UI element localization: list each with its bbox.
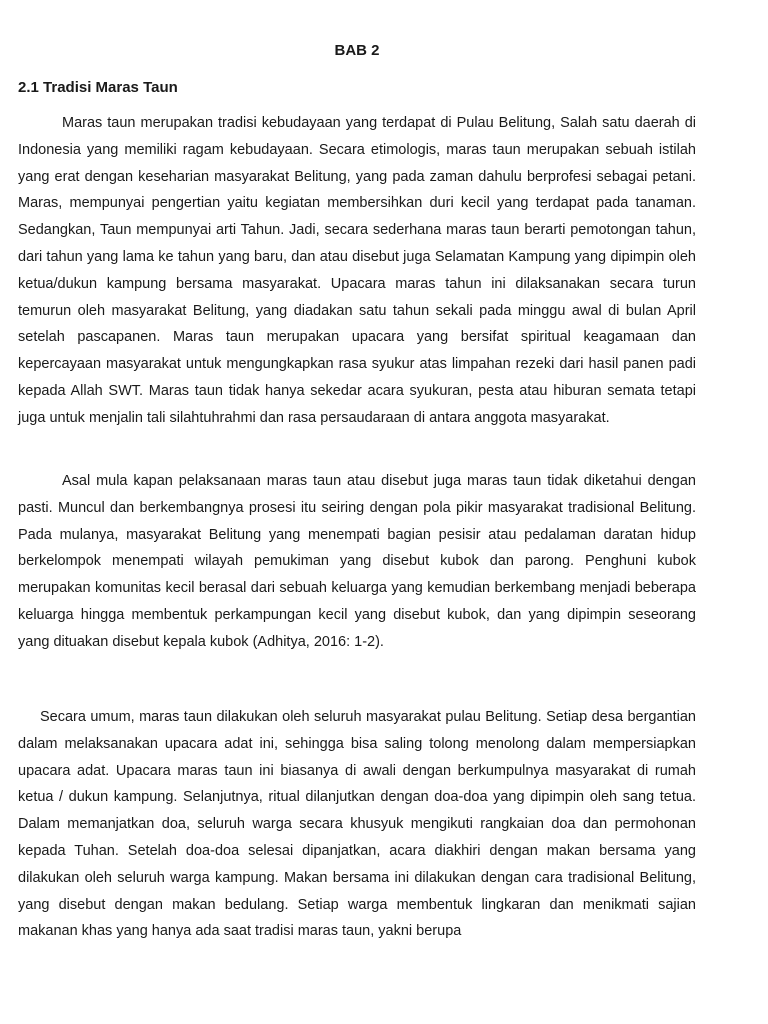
chapter-title: BAB 2 <box>334 42 380 59</box>
paragraph-2: Asal mula kapan pelaksanaan maras taun atau disebut juga maras taun tidak diketahui dengan pasti. Muncul dan berkembangnya prosesi itu seiring dengan pola pikir masyarakat tradisional Belitung. Pada mulanya, masyarakat Belitung yang menempati bagian pesisir atau pedalaman daratan hidup berkelompok menempati wilayah pemukiman yang disebut kubok dan parong. Penghuni kubok merupakan komunitas kecil berasal dari sebuah keluarga yang kemudian berkembang menjadi beberapa keluarga hingga membentuk perkampungan kecil yang disebut kubok, dan yang dipimpin seseorang yang dituakan disebut kepala kubok (Adhitya, 2016: 1-2). <box>18 473 696 650</box>
paragraph-3: Secara umum, maras taun dilakukan oleh seluruh masyarakat pulau Belitung. Setiap desa bergantian dalam melaksanakan upacara adat ini, sehingga bisa saling tolong menolong dalam mempersiapkan upacara adat. Upacara maras taun ini biasanya di awali dengan berkumpulnya masyarakat di rumah ketua / dukun kampung. Selanjutnya, ritual dilanjutkan dengan doa-doa yang dipimpin oleh sang tetua. Dalam memanjatkan doa, seluruh warga secara khusyuk mengikuti rangkaian doa dan permohonan kepada Tuhan. Setelah doa-doa selesai dipanjatkan, acara diakhiri dengan makan bersama yang dilakukan oleh seluruh warga kampung. Makan bersama ini dilakukan dengan cara tradisional Belitung, yang disebut dengan makan bedulang. Setiap warga membentuk lingkaran dan menikmati sajian makanan khas yang hanya ada saat tradisi maras taun, yakni berupa <box>18 709 696 940</box>
section-heading: 2.1 Tradisi Maras Taun <box>18 79 178 96</box>
paragraph-1: Maras taun merupakan tradisi kebudayaan yang terdapat di Pulau Belitung, Salah satu daerah di Indonesia yang memiliki ragam kebudayaan. Secara etimologis, maras taun merupakan sebuah istilah yang erat dengan keseharian masyarakat Belitung, yang pada zaman dahulu berprofesi sebagai petani. Maras, mempunyai pengertian yaitu kegiatan membersihkan duri kecil yang terdapat pada tanaman. Sedangkan, Taun mempunyai arti Tahun. Jadi, secara sederhana maras taun berarti pemotongan tahun, dari tahun yang lama ke tahun yang baru, dan atau disebut juga Selamatan Kampung yang dipimpin oleh ketua/dukun kampung bersama masyarakat. Upacara maras tahun ini dilaksanakan secara turun temurun oleh masyarakat Belitung, yang diadakan satu tahun sekali pada minggu awal di bulan April setelah pascapanen. Maras taun merupakan upacara yang bersifat spiritual keagamaan dan kepercayaan masyarakat untuk mengungkapkan rasa syukur atas limpahan rezeki dari hasil panen padi kepada Allah SWT. Maras taun tidak hanya sekedar acara syukuran, pesta atau hiburan semata tetapi juga untuk menjalin tali silahtuhrahmi dan rasa persaudaraan di antara anggota masyarakat. <box>18 115 696 426</box>
